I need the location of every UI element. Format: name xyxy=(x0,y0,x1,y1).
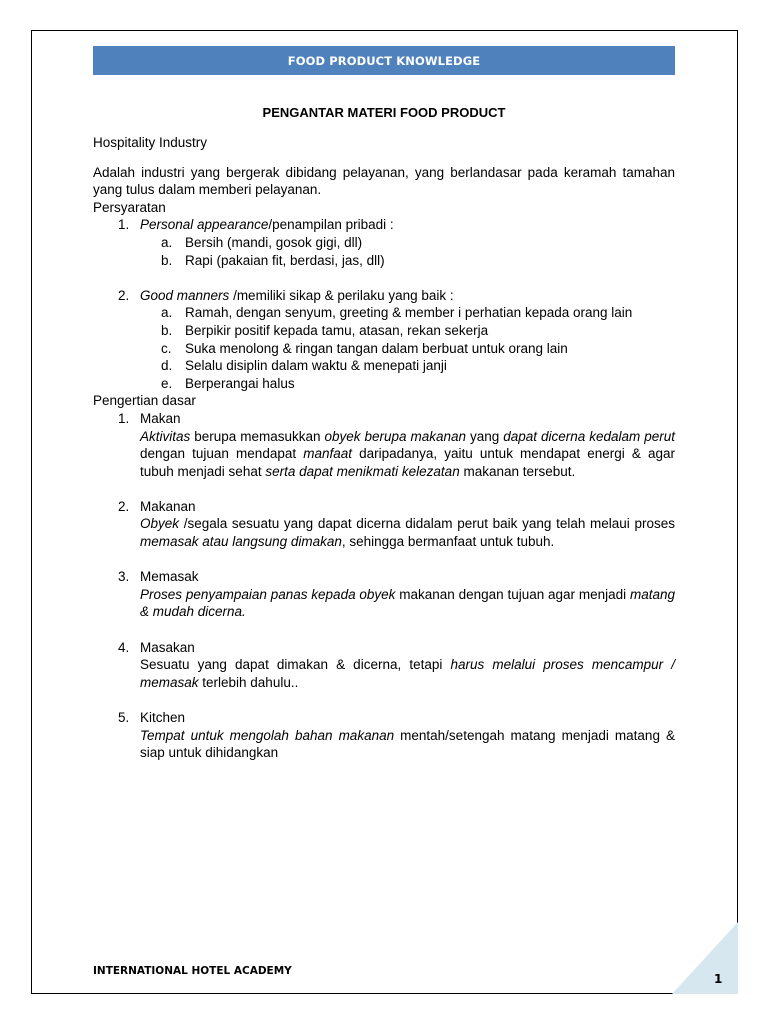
requirement-number: 2. xyxy=(118,287,130,303)
requirement-number: 1. xyxy=(118,217,130,233)
definition-term-label: Memasak xyxy=(140,569,199,585)
definition-text: Sesuatu yang dapat dimakan & dicerna, tetapi harus melalui proses mencampur / memasak terlebih dahulu.. xyxy=(140,657,675,690)
sub-list-item xyxy=(93,304,675,322)
sub-list-letter: a. xyxy=(161,305,173,321)
sub-list-letter: b. xyxy=(161,322,173,338)
definition-list xyxy=(93,410,675,762)
definition-number: 2. xyxy=(118,498,130,514)
sub-list-letter: d. xyxy=(161,358,173,374)
sub-list-letter: e. xyxy=(161,375,173,391)
definition-number: 1. xyxy=(118,410,130,426)
sub-list-letter: b. xyxy=(161,252,173,268)
requirement-1-subitems xyxy=(93,234,675,269)
page-corner-decoration xyxy=(672,922,738,994)
section-heading-hospitality: Hospitality Industry xyxy=(93,135,208,150)
basics-heading: Pengertian dasar xyxy=(93,393,196,409)
header-banner xyxy=(93,46,675,75)
definition-text: Aktivitas berupa memasukkan obyek berupa makanan yang dapat dicerna kedalam perut dengan tujuan mendapat manfaat daripadanya, yaitu untuk mendapat energi & agar tubuh menjadi sehat serta dapat menikmati kelezatan makanan tersebut. xyxy=(140,428,675,479)
sub-list-text: Bersih (mandi, gosok gigi, dll) xyxy=(185,234,363,250)
sub-list-item xyxy=(93,375,675,393)
sub-list-item xyxy=(93,357,675,375)
definition-term-label: Makan xyxy=(140,410,181,426)
requirement-item-2 xyxy=(93,287,675,305)
document-title: PENGANTAR MATERI FOOD PRODUCT xyxy=(262,105,506,120)
definition-number: 3. xyxy=(118,569,130,585)
footer-academy-name: INTERNATIONAL HOTEL ACADEMY xyxy=(93,965,292,977)
sub-list-text: Suka menolong & ringan tangan dalam berbuat untuk orang lain xyxy=(185,340,568,356)
definition-term-label: Masakan xyxy=(140,639,195,655)
definition-term xyxy=(93,639,675,657)
sub-list-item xyxy=(93,322,675,340)
definition-text: Tempat untuk mengolah bahan makanan mentah/setengah matang menjadi matang & siap untuk dihidangkan xyxy=(140,727,675,761)
definition-term-label: Makanan xyxy=(140,498,196,514)
definition-term xyxy=(93,410,675,428)
sub-list-text: Berpikir positif kepada tamu, atasan, rekan sekerja xyxy=(185,322,489,338)
intro-paragraph: Adalah industri yang bergerak dibidang pelayanan, yang berlandasar pada keramah tamahan yang tulus dalam memberi pelayanan. xyxy=(93,164,675,198)
requirement-italic: Good manners xyxy=(140,287,230,303)
definition-text: Obyek /segala sesuatu yang dapat dicerna didalam perut baik yang telah melaui proses memasak atau langsung dimakan, sehingga bermanfaat untuk tubuh. xyxy=(140,516,675,550)
requirement-text: /penampilan pribadi : xyxy=(268,217,394,233)
definition-term xyxy=(93,568,675,586)
definition-number: 5. xyxy=(118,710,130,725)
sub-list-text: Rapi (pakaian fit, berdasi, jas, dll) xyxy=(185,252,385,268)
page-number: 1 xyxy=(714,972,723,986)
sub-list-text: Selalu disiplin dalam waktu & menepati janji xyxy=(185,358,447,374)
sub-list-item xyxy=(93,252,675,270)
requirements-heading: Persyaratan xyxy=(93,199,166,215)
definition-number: 4. xyxy=(118,639,130,655)
sub-list-text: Ramah, dengan senyum, greeting & member i perhatian kepada orang lain xyxy=(185,305,633,321)
sub-list-letter: a. xyxy=(161,234,173,250)
requirement-text: /memiliki sikap & perilaku yang baik : xyxy=(229,287,454,303)
requirement-2-subitems xyxy=(93,304,675,392)
header-title: FOOD PRODUCT KNOWLEDGE xyxy=(287,53,481,68)
sub-list-item xyxy=(93,234,675,252)
sub-list-letter: c. xyxy=(161,340,172,356)
requirement-italic: Personal appearance xyxy=(140,217,269,233)
definition-text: Proses penyampaian panas kepada obyek makanan dengan tujuan agar menjadi matang & mudah dicerna. xyxy=(140,586,675,620)
requirement-item-1 xyxy=(93,216,675,234)
definition-term xyxy=(93,498,675,516)
definition-term-label: Kitchen xyxy=(140,710,186,725)
document-body xyxy=(93,134,675,762)
definition-term xyxy=(93,709,675,727)
sub-list-text: Berperangai halus xyxy=(185,375,295,391)
sub-list-item xyxy=(93,340,675,358)
